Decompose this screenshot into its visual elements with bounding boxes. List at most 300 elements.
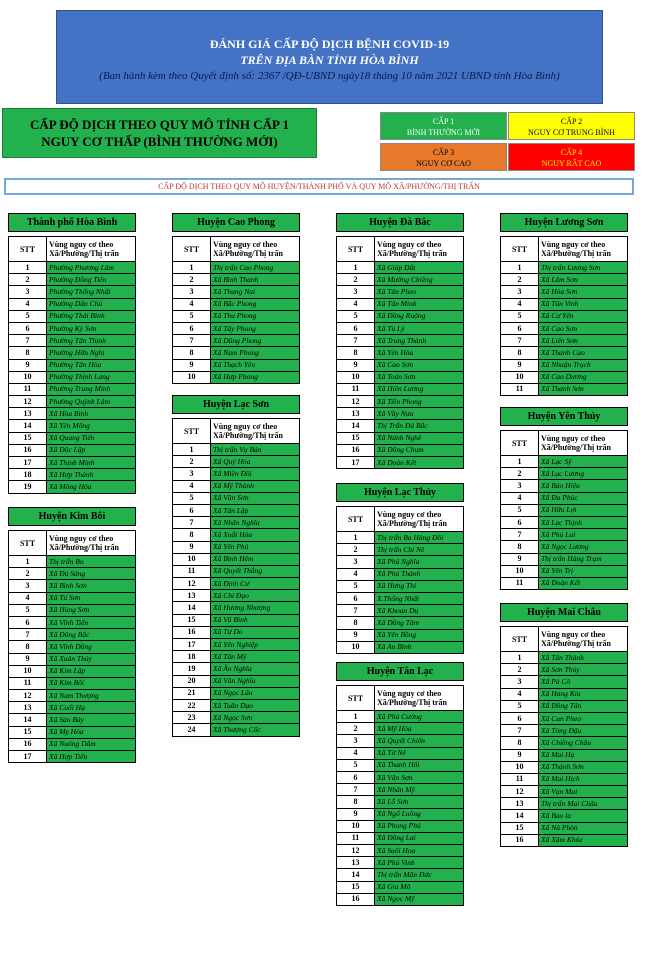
table-row	[501, 810, 628, 822]
ward-name: Xã Thượng Cốc	[211, 724, 300, 736]
district-name: Huyện Lạc Sơn	[173, 396, 300, 414]
table-row	[337, 784, 464, 796]
row-number: 12	[501, 786, 539, 798]
row-number: 18	[9, 469, 47, 481]
row-number: 5	[9, 604, 47, 616]
table-row	[9, 604, 136, 616]
row-number: 5	[173, 310, 211, 322]
row-number: 11	[9, 677, 47, 689]
ward-name: Phường Kỳ Sơn	[47, 322, 136, 334]
ward-name: Xã Ngọc Lâu	[211, 687, 300, 699]
district-table	[336, 213, 464, 469]
row-number: 6	[501, 712, 539, 724]
ward-name: Xã Nam Phong	[211, 347, 300, 359]
table-row	[173, 492, 300, 504]
table-row	[337, 408, 464, 420]
ward-name: Xã Vầy Nưa	[375, 408, 464, 420]
row-number: 13	[173, 590, 211, 602]
ward-name: Xã Dũng Phong	[211, 335, 300, 347]
ward-name: Xã Bình Sơn	[47, 580, 136, 592]
table-row	[337, 605, 464, 617]
district-name: Thành phố Hòa Bình	[9, 214, 136, 232]
row-number: 4	[501, 298, 539, 310]
row-number: 8	[337, 617, 375, 629]
ward-name: Xã Định Cư	[211, 578, 300, 590]
table-row	[9, 616, 136, 628]
ward-name: Xã Giáp Đắt	[375, 262, 464, 274]
row-number: 4	[173, 298, 211, 310]
ward-name: Xã Bình Thanh	[211, 274, 300, 286]
ward-name: Xã Cun Pheo	[539, 712, 628, 724]
ward-name: Xã Thạch Yên	[211, 359, 300, 371]
row-number: 22	[173, 699, 211, 711]
ward-name: Xã Tây Phong	[211, 322, 300, 334]
row-number: 9	[9, 653, 47, 665]
table-row	[501, 529, 628, 541]
ward-name: Xã Thanh Hối	[375, 759, 464, 771]
row-number: 1	[337, 262, 375, 274]
table-row	[501, 456, 628, 468]
row-number: 7	[501, 335, 539, 347]
province-level-title	[2, 108, 317, 158]
row-number: 7	[337, 605, 375, 617]
ward-name: Xã Tân Mỹ	[211, 651, 300, 663]
table-row	[337, 893, 464, 905]
table-row	[337, 771, 464, 783]
row-number: 8	[501, 347, 539, 359]
table-row	[337, 723, 464, 735]
ward-name: Xã Phú Nghĩa	[375, 556, 464, 568]
ward-name: Thị trấn Bo	[47, 556, 136, 568]
row-number: 8	[337, 796, 375, 808]
ward-name: Phường Hữu Nghị	[47, 347, 136, 359]
table-row	[337, 274, 464, 286]
row-number: 20	[173, 675, 211, 687]
ward-name: Thị trấn Ba Hàng Đồi	[375, 532, 464, 544]
table-row	[173, 663, 300, 675]
row-number: 5	[9, 310, 47, 322]
ward-name: Xã Xuất Hóa	[211, 529, 300, 541]
row-number: 11	[501, 577, 539, 589]
table-row	[9, 738, 136, 750]
table-row	[9, 690, 136, 702]
district-table	[172, 395, 300, 737]
ward-name: Phường Thái Bình	[47, 310, 136, 322]
row-number: 14	[9, 420, 47, 432]
table-row	[173, 578, 300, 590]
row-number: 11	[501, 383, 539, 395]
row-number: 9	[9, 359, 47, 371]
column-header-area: Vùng nguy cơ theo Xã/Phường/Thị trấn	[211, 237, 300, 262]
row-number: 6	[337, 322, 375, 334]
ward-name: Xã Quyết Thắng	[211, 565, 300, 577]
row-number: 12	[337, 845, 375, 857]
ward-name: Xã Trung Thành	[375, 335, 464, 347]
row-number: 7	[501, 725, 539, 737]
row-number: 3	[173, 468, 211, 480]
ward-name: Xã Ngọc Mỹ	[375, 893, 464, 905]
ward-name: Xã Bao la	[539, 810, 628, 822]
ward-name: Thị trấn Mãn Đức	[375, 869, 464, 881]
row-number: 3	[337, 556, 375, 568]
district-name: Huyện Đà Bắc	[337, 214, 464, 232]
row-number: 19	[173, 663, 211, 675]
row-number: 6	[501, 516, 539, 528]
row-number: 13	[337, 857, 375, 869]
table-row	[501, 298, 628, 310]
table-row	[337, 820, 464, 832]
ward-name: Xã Phú Lai	[539, 529, 628, 541]
row-number: 8	[501, 737, 539, 749]
row-number: 13	[501, 798, 539, 810]
ward-name: Xã Tuân Đạo	[211, 699, 300, 711]
ward-name: Xã Yên Phú	[211, 541, 300, 553]
table-row	[337, 832, 464, 844]
table-row	[173, 262, 300, 274]
row-number: 5	[501, 700, 539, 712]
row-number: 10	[501, 565, 539, 577]
table-row	[173, 602, 300, 614]
ward-name: Xã Tân Vinh	[539, 298, 628, 310]
row-number: 16	[9, 738, 47, 750]
column-header-stt: STT	[337, 686, 375, 711]
row-number: 8	[9, 347, 47, 359]
ward-name: Xã Quý Hòa	[211, 456, 300, 468]
district-name: Huyện Cao Phong	[173, 214, 300, 232]
ward-name: Xã Vĩnh Tiến	[47, 616, 136, 628]
column-header-stt: STT	[501, 627, 539, 652]
table-row	[173, 541, 300, 553]
table-row	[501, 712, 628, 724]
ward-name: Phường Thống Nhất	[47, 286, 136, 298]
row-number: 2	[173, 456, 211, 468]
table-row	[501, 749, 628, 761]
table-row	[337, 544, 464, 556]
ward-name: Xã Thung Nai	[211, 286, 300, 298]
table-row	[501, 516, 628, 528]
table-row	[501, 347, 628, 359]
column-header-stt: STT	[173, 419, 211, 444]
ward-name: Xã Bảo Hiệu	[539, 480, 628, 492]
district-table	[336, 483, 464, 654]
table-row	[9, 665, 136, 677]
table-row	[9, 396, 136, 408]
table-row	[173, 626, 300, 638]
table-row	[173, 639, 300, 651]
ward-name: Xã Đông Bắc	[47, 629, 136, 641]
row-number: 15	[9, 432, 47, 444]
ward-name: Xã Xăm Khòe	[539, 834, 628, 846]
table-row	[337, 532, 464, 544]
document-header	[56, 10, 603, 104]
table-row	[501, 371, 628, 383]
row-number: 5	[501, 504, 539, 516]
row-number: 4	[501, 492, 539, 504]
table-row	[9, 556, 136, 568]
row-number: 2	[9, 274, 47, 286]
row-number: 7	[337, 335, 375, 347]
ward-name: Xã Xuân Thủy	[47, 653, 136, 665]
table-row	[337, 444, 464, 456]
table-row	[501, 688, 628, 700]
column-header-stt: STT	[501, 431, 539, 456]
table-row	[173, 529, 300, 541]
table-row	[501, 274, 628, 286]
column-header-stt: STT	[337, 237, 375, 262]
table-row	[501, 798, 628, 810]
row-number: 1	[501, 652, 539, 664]
ward-name: Xã Hữu Lợi	[539, 504, 628, 516]
column-header-stt: STT	[501, 237, 539, 262]
table-row	[173, 347, 300, 359]
level-badge-2	[508, 112, 635, 140]
column-header-stt: STT	[173, 237, 211, 262]
district-table	[500, 213, 628, 396]
ward-name: Xã Cao Sơn	[539, 322, 628, 334]
ward-name: Xã Quang Tiến	[47, 432, 136, 444]
ward-name: Xã Hợp Phong	[211, 371, 300, 383]
ward-name: Xã Tiền Phong	[375, 396, 464, 408]
ward-name: Xã Ân Nghĩa	[211, 663, 300, 675]
row-number: 10	[501, 371, 539, 383]
row-number: 1	[173, 444, 211, 456]
ward-name: Xã Đa Phúc	[539, 492, 628, 504]
ward-name: Xã Pà Cò	[539, 676, 628, 688]
row-number: 18	[173, 651, 211, 663]
ward-name: Xã Thành Sơn	[539, 761, 628, 773]
column-header-stt: STT	[9, 531, 47, 556]
row-number: 16	[337, 893, 375, 905]
district-table	[172, 213, 300, 384]
ward-name: Xã Hùng Sơn	[47, 604, 136, 616]
table-row	[501, 664, 628, 676]
row-number: 6	[173, 504, 211, 516]
table-row	[173, 335, 300, 347]
ward-name: Xã Đú Sáng	[47, 568, 136, 580]
ward-name: Xã Sơn Thủy	[539, 664, 628, 676]
column-header-area: Vùng nguy cơ theo Xã/Phường/Thị trấn	[375, 507, 464, 532]
table-row	[337, 322, 464, 334]
ward-name: Phường Tân Thịnh	[47, 335, 136, 347]
ward-name: Xã Chiềng Châu	[539, 737, 628, 749]
table-row	[173, 310, 300, 322]
ward-name: Xã Lỗ Sơn	[375, 796, 464, 808]
ward-name: Xã Yên Nghiệp	[211, 639, 300, 651]
table-row	[173, 590, 300, 602]
row-number: 14	[173, 602, 211, 614]
row-number: 10	[501, 761, 539, 773]
row-number: 3	[173, 286, 211, 298]
row-number: 5	[501, 310, 539, 322]
district-name: Huyện Lương Sơn	[501, 214, 628, 232]
row-number: 7	[173, 335, 211, 347]
table-row	[501, 335, 628, 347]
table-row	[337, 286, 464, 298]
table-row	[9, 298, 136, 310]
row-number: 2	[173, 274, 211, 286]
level-badge-desc: NGUY CƠ TRUNG BÌNH	[528, 128, 615, 137]
table-row	[501, 383, 628, 395]
row-number: 2	[501, 274, 539, 286]
row-number: 15	[337, 881, 375, 893]
table-row	[173, 614, 300, 626]
table-row	[337, 359, 464, 371]
table-row	[501, 822, 628, 834]
district-table	[336, 662, 464, 906]
ward-name: Xã Suối Hoa	[375, 845, 464, 857]
table-row	[173, 298, 300, 310]
table-row	[501, 773, 628, 785]
row-number: 12	[9, 396, 47, 408]
ward-name: Xã Tân Minh	[375, 298, 464, 310]
row-number: 10	[9, 665, 47, 677]
table-row	[337, 568, 464, 580]
row-number: 12	[337, 396, 375, 408]
table-row	[337, 808, 464, 820]
row-number: 5	[337, 759, 375, 771]
ward-name: Thị trấn Chi Nê	[375, 544, 464, 556]
table-row	[173, 675, 300, 687]
row-number: 3	[9, 286, 47, 298]
row-number: 7	[501, 529, 539, 541]
ward-name: Xã Vân Sơn	[375, 771, 464, 783]
district-name: Huyện Tân Lạc	[337, 663, 464, 681]
level-badge-label: CẤP 2	[560, 117, 583, 126]
ward-name: Xã Nánh Nghê	[375, 432, 464, 444]
ward-name: Thị trấn Mai Châu	[539, 798, 628, 810]
column-header-area: Vùng nguy cơ theo Xã/Phường/Thị trấn	[539, 627, 628, 652]
table-row	[9, 726, 136, 738]
table-row	[173, 687, 300, 699]
table-row	[501, 468, 628, 480]
row-number: 1	[173, 262, 211, 274]
row-number: 17	[9, 457, 47, 469]
district-name: Huyện Lạc Thủy	[337, 484, 464, 502]
table-row	[501, 737, 628, 749]
ward-name: Xã Vũ Bình	[211, 614, 300, 626]
district-name: Huyện Yên Thủy	[501, 408, 628, 426]
row-number: 4	[173, 480, 211, 492]
row-number: 17	[173, 639, 211, 651]
table-row	[337, 298, 464, 310]
table-row	[501, 676, 628, 688]
ward-name: Xã Liên Sơn	[539, 335, 628, 347]
district-table	[8, 213, 136, 494]
row-number: 11	[173, 565, 211, 577]
row-number: 10	[173, 371, 211, 383]
row-number: 16	[173, 626, 211, 638]
ward-name: Xã Tân Lập	[211, 504, 300, 516]
ward-name: Xã Lạc Sỹ	[539, 456, 628, 468]
ward-name: Xã Mai Hạ	[539, 749, 628, 761]
table-row	[173, 444, 300, 456]
table-row	[501, 286, 628, 298]
ward-name: Xã Hương Nhượng	[211, 602, 300, 614]
level-badge-label: CẤP 3	[432, 148, 455, 157]
table-row	[337, 869, 464, 881]
table-row	[501, 541, 628, 553]
ward-name: Xã Nam Thượng	[47, 690, 136, 702]
ward-name: Xã Toàn Sơn	[375, 371, 464, 383]
table-row	[501, 834, 628, 846]
table-row	[9, 359, 136, 371]
ward-name: Xã Nuông Dăm	[47, 738, 136, 750]
ward-name: Xã Văn Nghĩa	[211, 675, 300, 687]
table-row	[9, 592, 136, 604]
ward-name: Xã Miền Đồi	[211, 468, 300, 480]
ward-name: Xã Quyết Chiến	[375, 735, 464, 747]
table-row	[501, 725, 628, 737]
row-number: 8	[173, 529, 211, 541]
row-number: 1	[9, 556, 47, 568]
ward-name: Xã Nà Phòn	[539, 822, 628, 834]
table-row	[9, 286, 136, 298]
row-number: 4	[337, 747, 375, 759]
table-row	[501, 761, 628, 773]
ward-name: Xã Tú Sơn	[47, 592, 136, 604]
table-row	[337, 371, 464, 383]
ward-name: Xã Bắc Phong	[211, 298, 300, 310]
table-row	[501, 553, 628, 565]
row-number: 12	[173, 578, 211, 590]
ward-name: Xã Đoàn Kết	[375, 457, 464, 469]
ward-name: Xã Cao Sơn	[375, 359, 464, 371]
row-number: 1	[337, 532, 375, 544]
table-row	[173, 456, 300, 468]
ward-name: Xã Mỵ Hòa	[47, 726, 136, 738]
ward-name: Xã Thanh Cao	[539, 347, 628, 359]
row-number: 5	[337, 580, 375, 592]
ward-name: Phường Tân Hòa	[47, 359, 136, 371]
table-row	[337, 580, 464, 592]
row-number: 2	[337, 274, 375, 286]
ward-name: Xã Nhuận Trạch	[539, 359, 628, 371]
row-number: 4	[9, 592, 47, 604]
table-row	[337, 796, 464, 808]
table-row	[501, 577, 628, 589]
row-number: 4	[337, 568, 375, 580]
ward-name: Xã Mỹ Hòa	[375, 723, 464, 735]
district-name: Huyện Kim Bôi	[9, 508, 136, 526]
table-row	[501, 786, 628, 798]
table-row	[9, 702, 136, 714]
ward-name: Xã Lâm Sơn	[539, 274, 628, 286]
table-row	[9, 408, 136, 420]
ward-name: Xã Vĩnh Đồng	[47, 641, 136, 653]
ward-name: Xã Đoàn Kết	[539, 577, 628, 589]
level-badge-4	[508, 143, 635, 171]
row-number: 3	[501, 480, 539, 492]
row-number: 3	[337, 286, 375, 298]
table-row	[173, 712, 300, 724]
ward-name: Xã Lạc Thịnh	[539, 516, 628, 528]
table-row	[9, 580, 136, 592]
table-row	[337, 383, 464, 395]
row-number: 6	[9, 322, 47, 334]
row-number: 15	[501, 822, 539, 834]
row-number: 11	[501, 773, 539, 785]
row-number: 15	[173, 614, 211, 626]
ward-name: Xã Nhân Nghĩa	[211, 517, 300, 529]
table-row	[337, 881, 464, 893]
ward-name: Xã Thanh Sơn	[539, 383, 628, 395]
table-row	[501, 262, 628, 274]
row-number: 21	[173, 687, 211, 699]
ward-name: Xã Tự Do	[211, 626, 300, 638]
row-number: 14	[9, 714, 47, 726]
ward-name: Phường Đồng Tiến	[47, 274, 136, 286]
ward-name: Xã Mỹ Thành	[211, 480, 300, 492]
